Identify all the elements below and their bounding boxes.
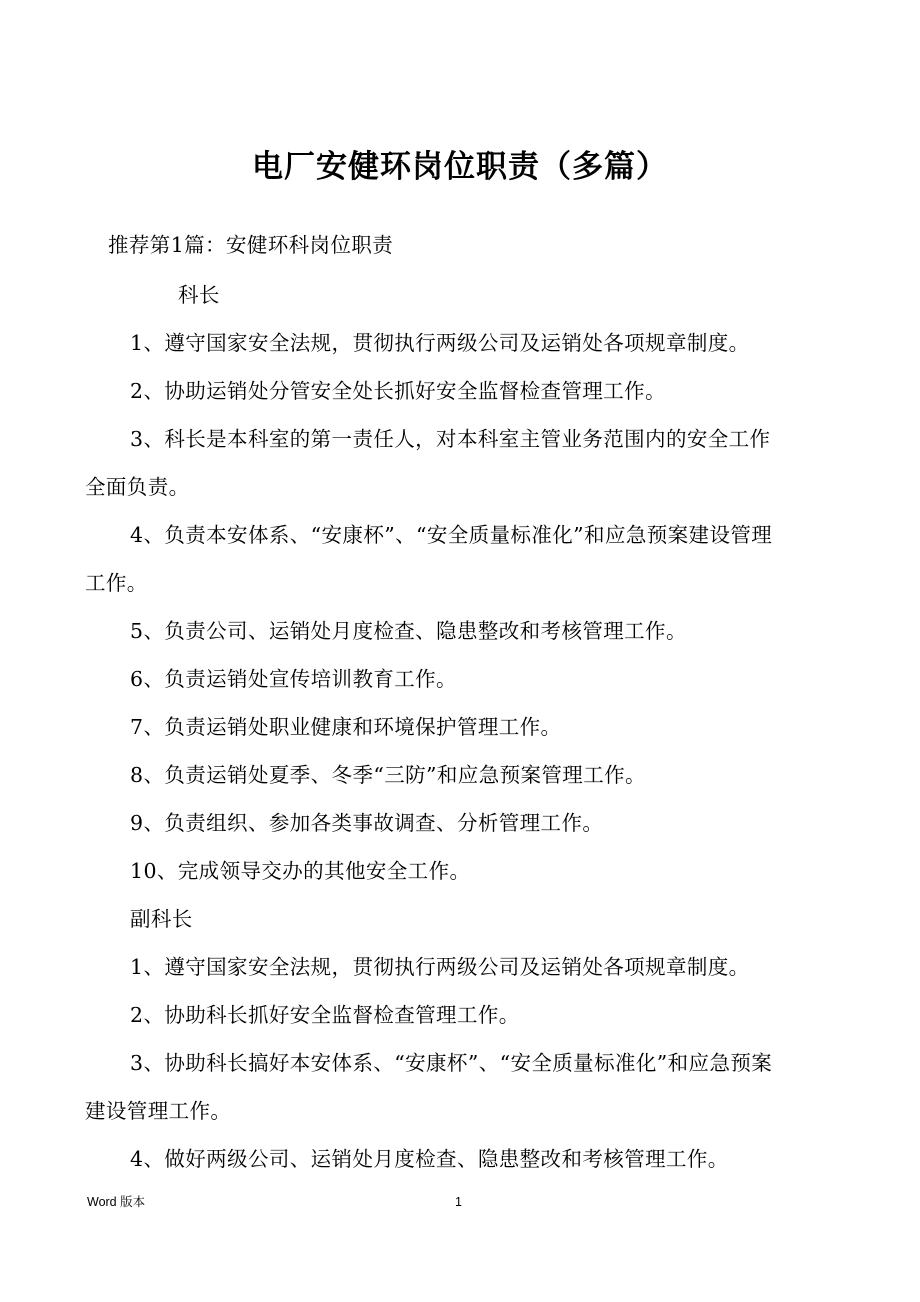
fukezhang-item-3-cont: 建设管理工作。 [85, 1099, 232, 1123]
kezhang-item-10: 10、完成领导交办的其他安全工作。 [130, 859, 471, 883]
kezhang-item-2: 2、协助运销处分管安全处长抓好安全监督检查管理工作。 [130, 379, 666, 403]
kezhang-item-5: 5、负责公司、运销处月度检查、隐患整改和考核管理工作。 [130, 619, 687, 643]
document-title: 电厂安健环岗位职责（多篇） [252, 149, 668, 185]
kezhang-item-6: 6、负责运销处宣传培训教育工作。 [130, 667, 457, 691]
kezhang-item-9: 9、负责组织、参加各类事故调查、分析管理工作。 [130, 811, 604, 835]
section-heading-fukezhang: 副科长 [130, 907, 193, 931]
fukezhang-item-1: 1、遵守国家安全法规，贯彻执行两级公司及运销处各项规章制度。 [130, 955, 750, 979]
fukezhang-item-3: 3、协助科长搞好本安体系、“安康杯”、“安全质量标准化”和应急预案 [130, 1051, 773, 1075]
kezhang-item-4-cont: 工作。 [85, 571, 148, 595]
kezhang-item-1: 1、遵守国家安全法规，贯彻执行两级公司及运销处各项规章制度。 [130, 331, 750, 355]
fukezhang-item-2: 2、协助科长抓好安全监督检查管理工作。 [130, 1003, 520, 1027]
intro-line: 推荐第1篇：安健环科岗位职责 [108, 233, 394, 257]
footer-page-number: 1 [455, 1195, 462, 1209]
kezhang-item-4: 4、负责本安体系、“安康杯”、“安全质量标准化”和应急预案建设管理 [130, 523, 773, 547]
fukezhang-item-4: 4、做好两级公司、运销处月度检查、隐患整改和考核管理工作。 [130, 1147, 729, 1171]
kezhang-item-7: 7、负责运销处职业健康和环境保护管理工作。 [130, 715, 562, 739]
kezhang-item-3-cont: 全面负责。 [85, 475, 190, 499]
kezhang-item-8: 8、负责运销处夏季、冬季“三防”和应急预案管理工作。 [130, 763, 646, 787]
footer-version-label: Word 版本 [87, 1195, 146, 1209]
section-heading-kezhang: 科长 [178, 283, 220, 307]
kezhang-item-3: 3、科长是本科室的第一责任人，对本科室主管业务范围内的安全工作 [130, 427, 771, 451]
